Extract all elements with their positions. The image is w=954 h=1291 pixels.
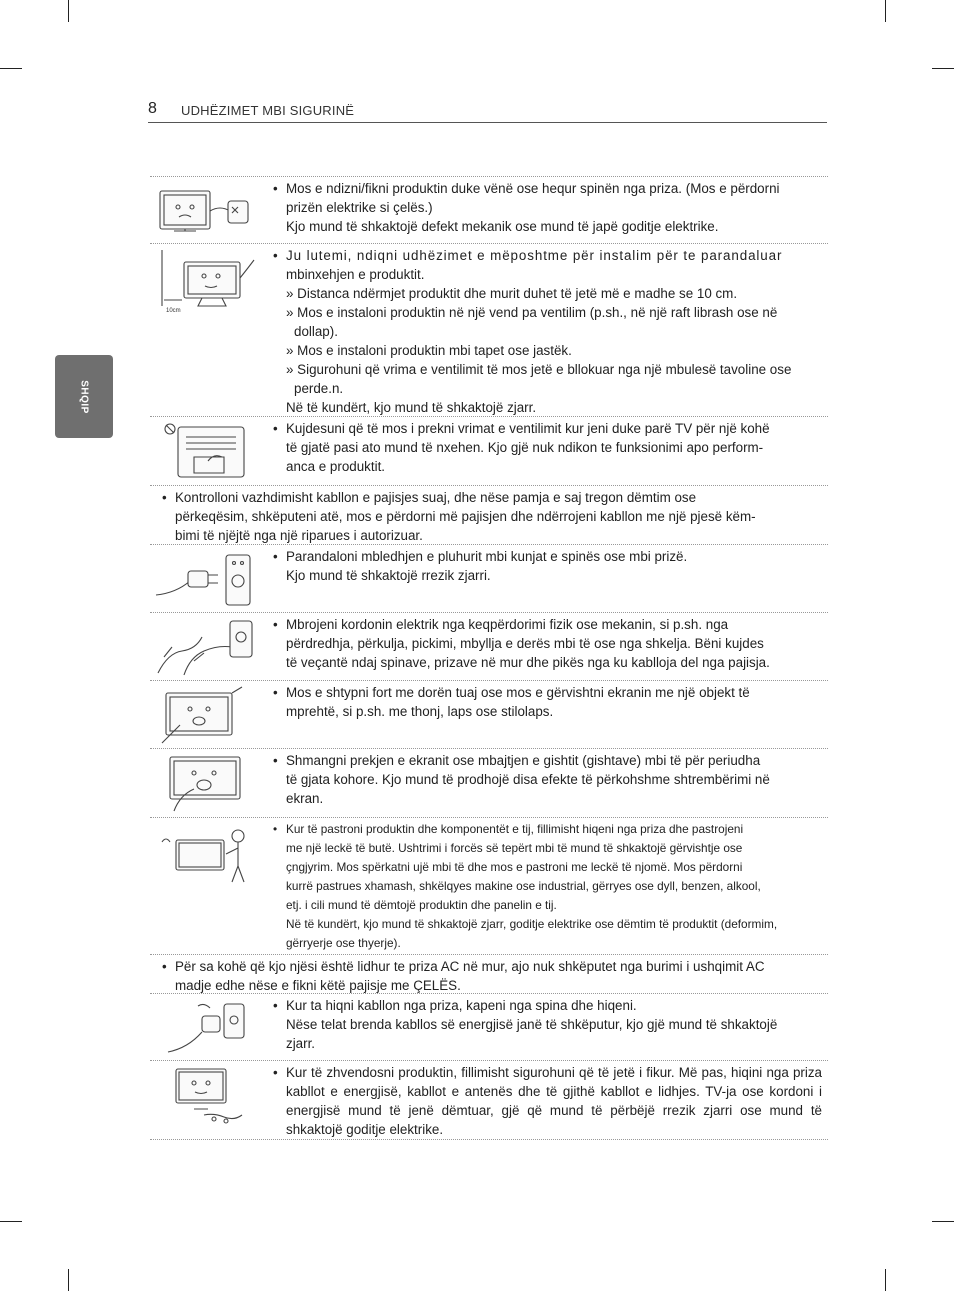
sub-item: » Mos e instaloni produktin mbi tapet ose jastëk. [286, 343, 572, 358]
bullet-item: • Mos e shtypni fort me dorën tuaj ose mos e gërvishtni ekranin me një objekt të [273, 683, 822, 702]
crop-mark [885, 0, 886, 22]
instruction-text [273, 179, 822, 236]
bullet-item: • Mbrojeni kordonin elektrik nga keqpërdorimi fizik ose mekanin, si p.sh. nga [273, 615, 822, 634]
instruction-text [273, 683, 822, 721]
text-line: mbinxehjen e produktit. [286, 267, 425, 282]
bullet-item: • Parandaloni mbledhjen e pluhurit mbi kunjat e spinës ose mbi prizë. [273, 547, 822, 566]
sub-item: » Sigurohuni që vrima e ventilimit të mos jetë e bllokuar nga një mbulesë tavoline ose [286, 362, 792, 377]
text-line: Në të kundërt, kjo mund të shkaktojë zjarr, goditje elektrike ose dëmtim të produktit (deformim, [286, 917, 778, 931]
text-line: çngjyrim. Mos spërkatni ujë mbi të dhe mos e pastroni me leckë të njomë. Mos përdorni [286, 860, 743, 874]
text-line: mprehtë, si p.sh. me thonj, laps ose stilolaps. [286, 704, 554, 719]
language-tab-label: SHQIP [78, 379, 90, 414]
safety-instructions-list [150, 176, 828, 1140]
crop-mark [0, 1221, 22, 1222]
instruction-text [273, 615, 822, 672]
instruction-text [273, 751, 822, 808]
distance-label: 10cm [166, 308, 181, 314]
instruction-row [150, 417, 828, 486]
dusty-plug-illustration [154, 549, 259, 609]
text-line: të gjata kohore. Kjo mund të prodhojë disa efekte të përkohshme shtrembërimi në [286, 772, 770, 787]
text-line: Kjo mund të shkaktojë defekt mekanik ose mund të japë goditje elektrike. [286, 219, 719, 234]
sub-item: » Mos e instaloni produktin në një vend pa ventilim (p.sh., në një raft librash ose në [286, 305, 778, 320]
text-line: kurrë pastrues xhamash, shkëlqyes makine ose industrial, gërryes ose dyll, benzen, alkool, [286, 879, 761, 893]
bullet-item: • Kur të pastroni produktin dhe komponentët e tij, fillimisht hiqeni nga priza dhe pastrojeni [273, 820, 822, 839]
text-line: Nëse telat brenda kabllos së energjisë janë të shkëputur, kjo gjë mund të shkaktojë [286, 1017, 778, 1032]
page-number: 8 [148, 100, 157, 117]
instruction-row [150, 176, 828, 244]
cord-protection-illustration [154, 617, 259, 677]
move-tv-illustration [154, 1065, 259, 1127]
crop-mark [68, 1269, 69, 1291]
text-line: të gjatë pasi ato mund të nxehen. Kjo gjë nuk ndikon te funksionimi apo perform- [286, 440, 764, 455]
crop-mark [932, 68, 954, 69]
bullet-item: • Kur të zhvendosni produktin, fillimisht sigurohuni që të jetë i fikur. Më pas, hiqini nga priza kabllot e energjisë, kabllot e antenës dhe të gjithë kabllot e lidhjes. TV-ja ose kordoni i energjisë mund të jenë dëmtuar, gjë që mund të përbëjë rrezik zjarri ose mund të shkaktojë goditje elektrike. [273, 1063, 822, 1139]
instruction-row [150, 955, 828, 994]
crop-mark [885, 1269, 886, 1291]
bullet-item: • Kujdesuni që të mos i prekni vrimat e ventilimit kur jeni duke parë TV për një kohë [273, 419, 822, 438]
crop-mark [68, 0, 69, 22]
text-line: përdredhja, përkulja, pickimi, mbyllja e derës mbi të ose nga shkelja. Bëni kujdes [286, 636, 764, 651]
instruction-text [273, 246, 822, 417]
text-line: Në të kundërt, kjo mund të shkaktojë zjarr. [286, 400, 537, 415]
text-line: Kjo mund të shkaktojë rrezik zjarri. [286, 568, 491, 583]
text-line: ekran. [286, 791, 324, 806]
instruction-text [273, 996, 822, 1053]
screen-scratch-illustration [154, 685, 259, 745]
text-line: dollap). [294, 324, 338, 339]
text-line: prizën elektrike si çelës.) [286, 200, 433, 215]
bullet-item: • Mos e ndizni/fikni produktin duke vënë ose hequr spinën nga priza. (Mos e përdorni [273, 179, 822, 198]
sub-item: » Distanca ndërmjet produktit dhe murit duhet të jetë më e madhe se 10 cm. [286, 286, 738, 301]
cleaning-illustration [154, 822, 259, 888]
bullet-item: • Ju lutemi, ndiqni udhëzimet e mëposhtme për instalim për te parandaluar [273, 246, 822, 265]
text-line: perde.n. [294, 381, 344, 396]
instruction-text [273, 547, 822, 585]
text-line: zjarr. [286, 1036, 316, 1051]
pull-plug-illustration [154, 998, 259, 1058]
instruction-text [273, 1063, 822, 1139]
language-tab [55, 355, 113, 438]
text-line: gërryerje ose thyerje). [286, 936, 401, 950]
page-header [148, 100, 827, 123]
bullet-item: • Për sa kohë që kjo njësi është lidhur te priza AC në mur, ajo nuk shkëputet nga burimi i ushqimit AC [162, 957, 822, 976]
crop-mark [932, 1221, 954, 1222]
instruction-row [150, 545, 828, 613]
page-title: UDHËZIMET MBI SIGURINË [181, 103, 355, 118]
instruction-row [150, 994, 828, 1061]
instruction-row [150, 681, 828, 749]
instruction-row [150, 818, 828, 955]
screen-touch-illustration [154, 753, 259, 813]
text-line: me një leckë të butë. Ushtrimi i forcës së tepërt mbi të mund të shkaktojë gërvishtje ose [286, 841, 743, 855]
instruction-text [162, 488, 822, 545]
bullet-item: • Shmangni prekjen e ekranit ose mbajtjen e gishtit (gishtave) mbi të për periudha [273, 751, 822, 770]
instruction-text [273, 419, 822, 476]
tv-wall-distance-illustration [154, 248, 259, 314]
text-line: madje edhe nëse e fikni këtë pajisje me ÇELËS. [175, 978, 461, 993]
instruction-row [150, 613, 828, 681]
tv-unplug-illustration [154, 181, 259, 239]
text-line: bimi të njëjtë nga një riparues i autorizuar. [175, 528, 423, 543]
crop-mark [0, 68, 22, 69]
instruction-row [150, 1061, 828, 1140]
text-line: përkeqësim, shkëputeni atë, mos e përdorni më pajisjen dhe ndërrojeni kabllon me një pjesë këm- [175, 509, 756, 524]
bullet-item: • Kur ta hiqni kabllon nga priza, kapeni nga spina dhe hiqeni. [273, 996, 822, 1015]
instruction-text [162, 957, 822, 995]
tv-vent-no-touch-illustration [154, 421, 259, 483]
instruction-text [273, 820, 822, 953]
instruction-row [150, 749, 828, 818]
text-line: anca e produktit. [286, 459, 386, 474]
text-line: etj. i cili mund të dëmtojë produktin dhe panelin e tij. [286, 898, 557, 912]
instruction-row [150, 486, 828, 545]
text-line: të veçantë ndaj spinave, prizave në mur dhe pikës nga ku kablloja del nga pajisja. [286, 655, 770, 670]
bullet-item: • Kontrolloni vazhdimisht kabllon e pajisjes suaj, dhe nëse pamja e saj tregon dëmtim ose [162, 488, 822, 507]
instruction-row [150, 244, 828, 417]
